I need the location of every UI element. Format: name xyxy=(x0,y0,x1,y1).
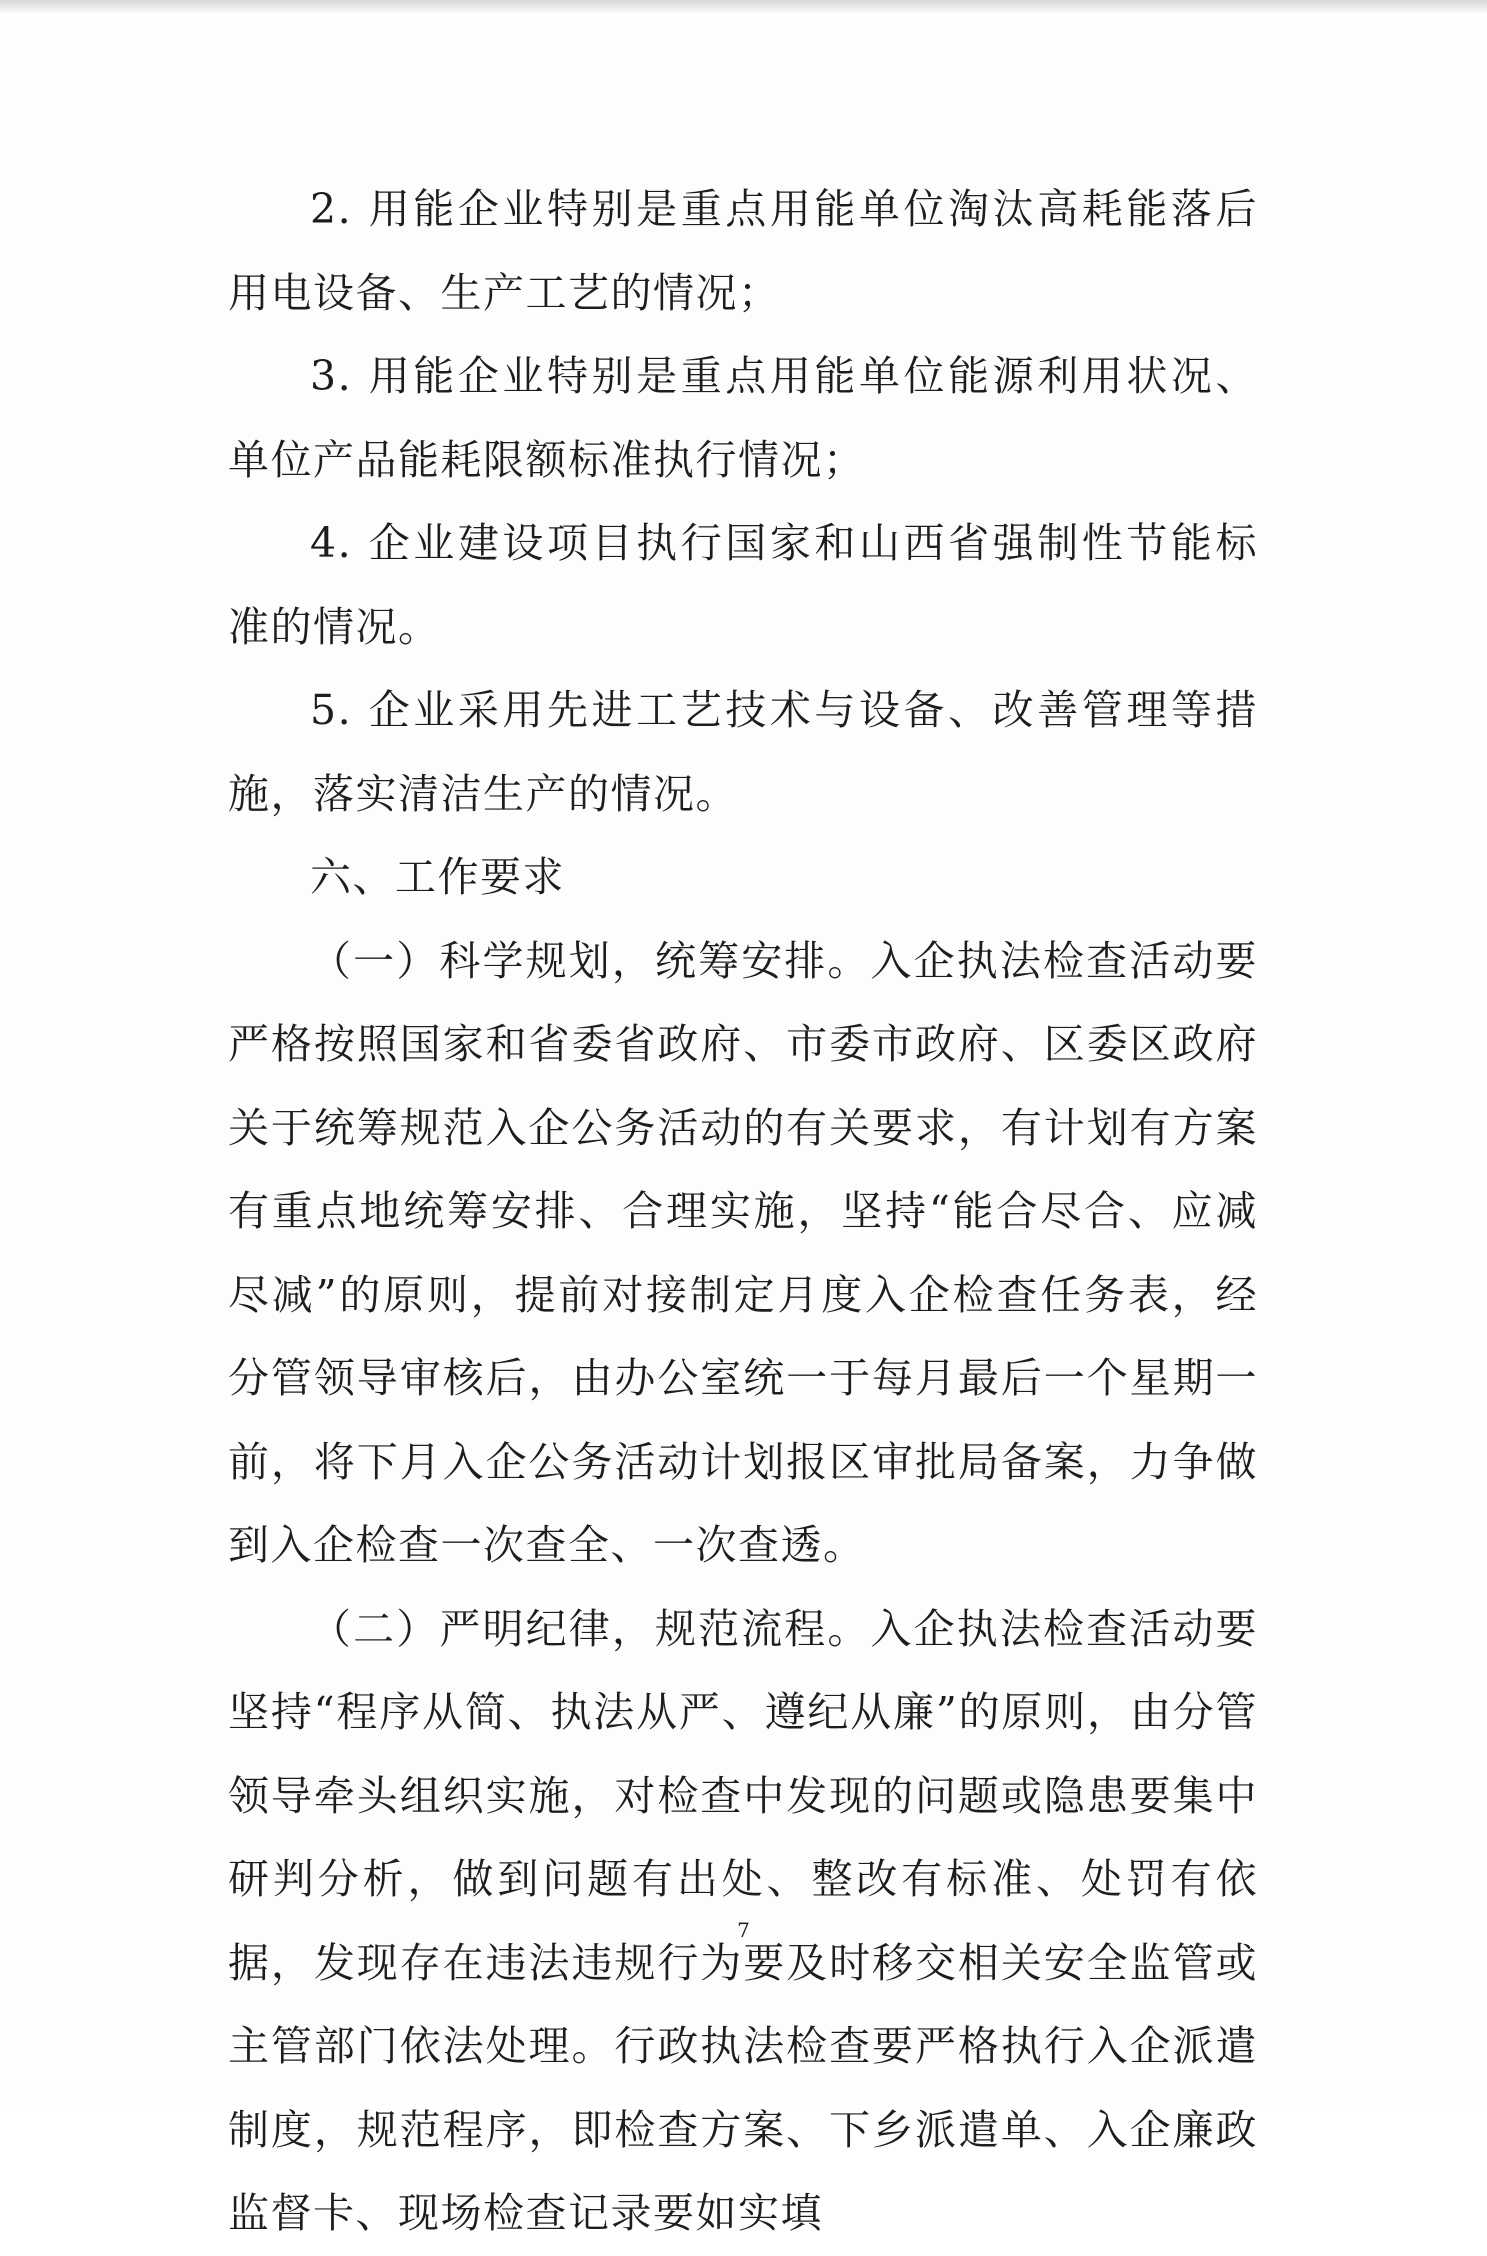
list-item: 5. 企业采用先进工艺技术与设备、改善管理等措施，落实清洁生产的情况。 xyxy=(228,686,1258,818)
scan-edge xyxy=(0,0,1487,14)
list-item: 4. 企业建设项目执行国家和山西省强制性节能标准的情况。 xyxy=(228,519,1258,651)
list-item: 3. 用能企业特别是重点用能单位能源利用状况、单位产品能耗限额标准执行情况； xyxy=(228,352,1258,484)
document-body xyxy=(228,168,1258,2256)
section-heading: 六、工作要求 xyxy=(310,853,565,901)
list-item: 2. 用能企业特别是重点用能单位淘汰高耗能落后用电设备、生产工艺的情况； xyxy=(228,185,1258,317)
requirement-paragraph: （一）科学规划，统筹安排。入企执法检查活动要严格按照国家和省委省政府、市委市政府、区委区政府关于统筹规范入企公务活动的有关要求，有计划有方案有重点地统筹安排、合理实施，坚持“能合尽合、应减尽减”的原则，提前对接制定月度入企检查任务表，经分管领导审核后，由办公室统一于每月最后一个星期一前，将下月入企公务活动计划报区审批局备案，力争做到入企检查一次查全、一次查透。 xyxy=(228,936,1258,1569)
page-number: 7 xyxy=(737,1918,750,1942)
requirement-paragraph: （二）严明纪律，规范流程。入企执法检查活动要坚持“程序从简、执法从严、遵纪从廉”的原则，由分管领导牵头组织实施，对检查中发现的问题或隐患要集中研判分析，做到问题有出处、整改有标准、处罚有依据，发现存在违法违规行为要及时移交相关安全监管或主管部门依法处理。行政执法检查要严格执行入企派遣制度，规范程序，即检查方案、下乡派遣单、入企廉政监督卡、现场检查记录要如实填 xyxy=(228,1604,1258,2237)
